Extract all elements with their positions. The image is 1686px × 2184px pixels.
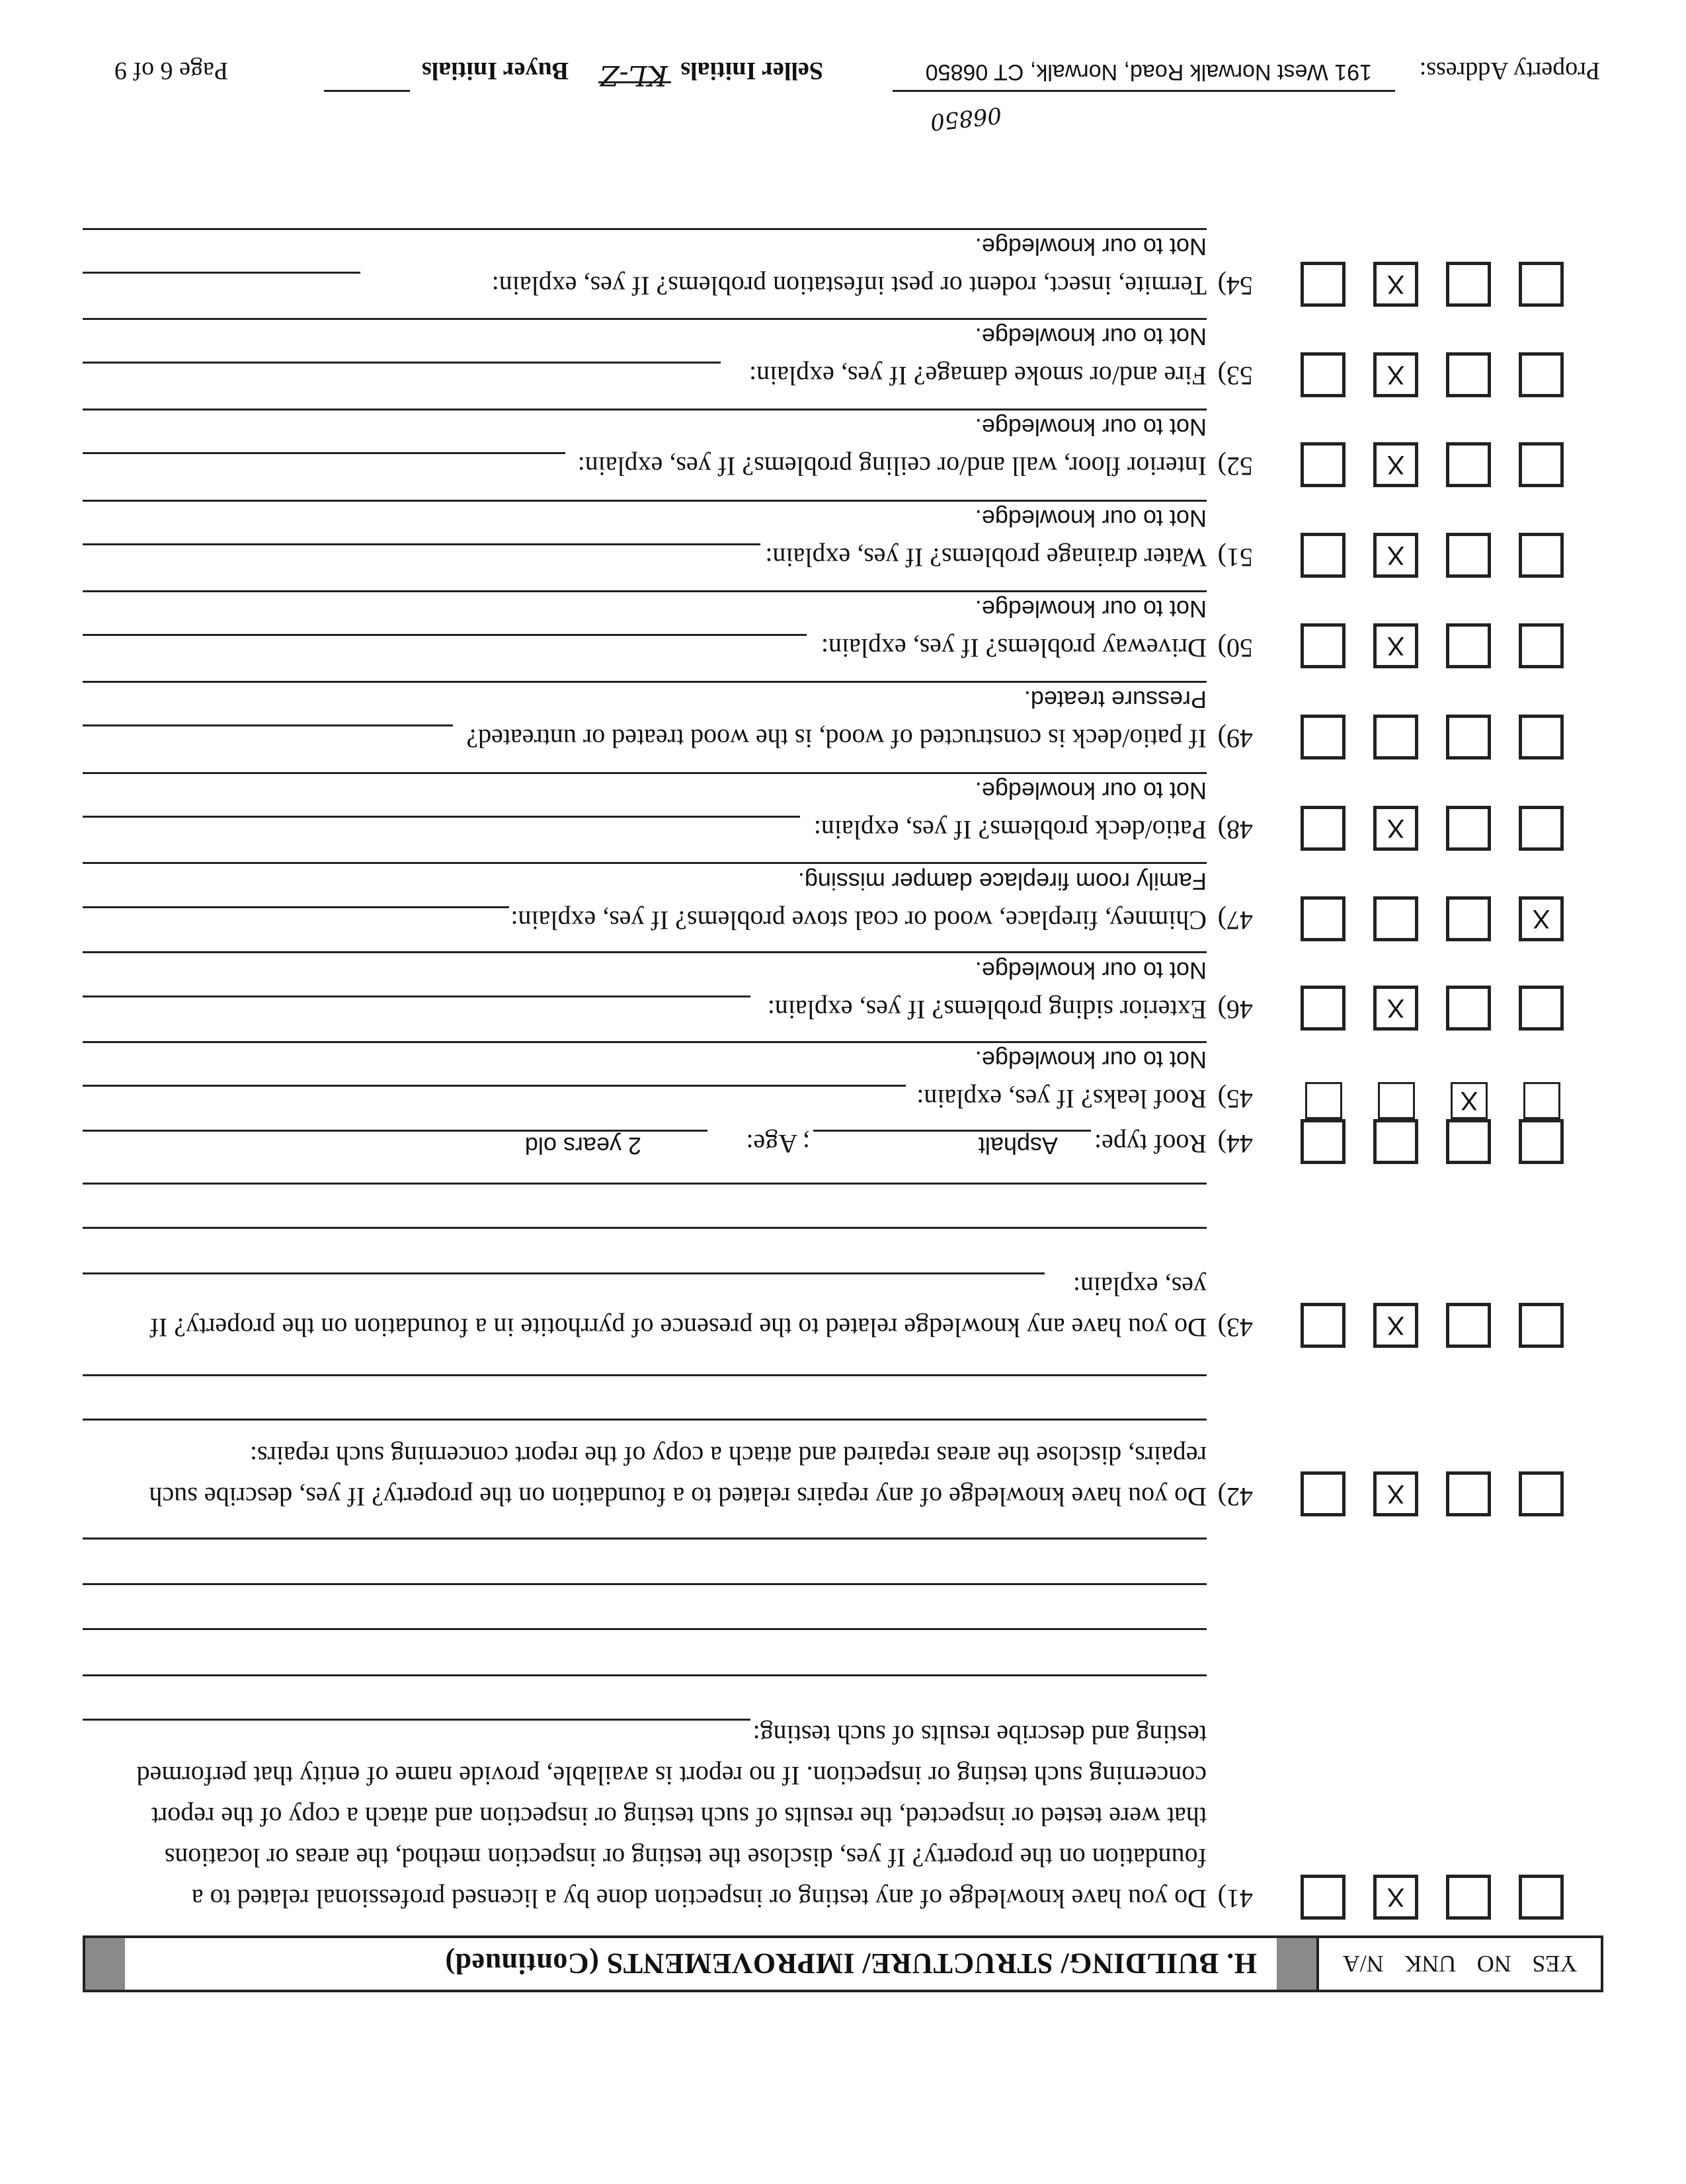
q45-unk-checkbox[interactable] <box>1378 1082 1415 1119</box>
section-header <box>83 1935 1603 1992</box>
q50-unk-checkbox[interactable]: X <box>1373 623 1418 668</box>
q49-unk-checkbox[interactable] <box>1373 715 1418 760</box>
q42-unk-checkbox[interactable]: X <box>1373 1471 1418 1516</box>
q48-text: Patio/deck problems? If yes, explain: <box>813 815 1207 845</box>
seller-initials-line[interactable] <box>598 81 671 83</box>
q44-roof-type-line[interactable] <box>813 1130 1091 1132</box>
q42-na-checkbox[interactable] <box>1301 1471 1345 1516</box>
q44-age-line[interactable] <box>83 1130 707 1132</box>
q46-unk-checkbox[interactable]: X <box>1373 986 1418 1031</box>
q44-unk-checkbox[interactable] <box>1373 1119 1418 1164</box>
q50-yes-checkbox[interactable] <box>1519 623 1564 668</box>
q47-text: Chimney, fireplace, wood or coal stove problems? If yes, explain: <box>510 906 1207 935</box>
q50-answer: Not to our knowledge. <box>975 596 1207 623</box>
q41-answer-line[interactable] <box>83 1719 750 1721</box>
q47-number: 47) <box>1217 906 1253 935</box>
q53-no-checkbox[interactable] <box>1446 352 1491 397</box>
property-address: 191 West Norwalk Road, Norwalk, CT 06850 <box>925 59 1372 85</box>
property-address-line <box>893 90 1395 92</box>
q50-text: Driveway problems? If yes, explain: <box>821 633 1207 663</box>
q41-answer-line[interactable] <box>83 1674 1207 1676</box>
q48-answer-line[interactable] <box>83 772 1207 774</box>
q51-answer-line[interactable] <box>83 543 760 545</box>
q47-na-checkbox[interactable] <box>1301 896 1345 941</box>
q46-text: Exterior siding problems? If yes, explain: <box>767 995 1207 1025</box>
q41-answer-line[interactable] <box>83 1583 1207 1585</box>
q52-answer: Not to our knowledge. <box>975 414 1207 441</box>
q41-unk-checkbox[interactable]: X <box>1373 1875 1418 1920</box>
q41-text-line: concerning such testing or inspection. If no report is available, provide name of entity that performed <box>136 1761 1207 1791</box>
q46-na-checkbox[interactable] <box>1301 986 1345 1031</box>
q49-number: 49) <box>1217 724 1253 754</box>
q52-na-checkbox[interactable] <box>1301 442 1345 487</box>
q54-answer: Not to our knowledge. <box>975 233 1207 260</box>
q51-yes-checkbox[interactable] <box>1519 533 1564 578</box>
q43-unk-checkbox[interactable]: X <box>1373 1303 1418 1348</box>
q44-na-checkbox[interactable] <box>1301 1119 1345 1164</box>
q50-no-checkbox[interactable] <box>1446 623 1491 668</box>
q43-no-checkbox[interactable] <box>1446 1303 1491 1348</box>
q49-answer-line[interactable] <box>83 681 1207 683</box>
q52-number: 52) <box>1217 451 1253 481</box>
q47-no-checkbox[interactable] <box>1446 896 1491 941</box>
q52-answer-line[interactable] <box>83 409 1207 410</box>
q44-roof-type-value: Asphalt <box>978 1132 1058 1159</box>
q53-unk-checkbox[interactable]: X <box>1373 352 1418 397</box>
q52-no-checkbox[interactable] <box>1446 442 1491 487</box>
q41-na-checkbox[interactable] <box>1301 1875 1345 1920</box>
q51-answer: Not to our knowledge. <box>975 505 1207 532</box>
q53-text: Fire and/or smoke damage? If yes, explain: <box>749 361 1207 391</box>
q41-answer-line[interactable] <box>83 1538 1207 1540</box>
col-no: NO <box>1476 1951 1511 1977</box>
q51-na-checkbox[interactable] <box>1301 533 1345 578</box>
q41-text-line: that were tested or inspected, the results of such testing or inspection and attach a copy of the report <box>151 1802 1207 1832</box>
q49-text: If patio/deck is constructed of wood, is the wood treated or untreated? <box>466 724 1207 754</box>
q42-text-line: repairs, disclose the areas repaired and attach a copy of the report concerning such repairs: <box>249 1441 1207 1471</box>
q42-answer-line[interactable] <box>83 1374 1207 1376</box>
q54-text: Termite, insect, rodent or pest infestation problems? If yes, explain: <box>491 271 1207 301</box>
col-yes: YES <box>1532 1951 1578 1977</box>
q43-answer-line[interactable] <box>83 1272 1045 1274</box>
buyer-initials-line[interactable] <box>324 90 410 92</box>
q53-na-checkbox[interactable] <box>1301 352 1345 397</box>
q42-no-checkbox[interactable] <box>1446 1471 1491 1516</box>
q50-answer-line[interactable] <box>83 634 807 636</box>
col-unk: UNK <box>1404 1951 1457 1977</box>
q46-yes-checkbox[interactable] <box>1519 986 1564 1031</box>
q45-answer-line[interactable] <box>83 1041 1207 1043</box>
q54-unk-checkbox[interactable]: X <box>1373 262 1418 307</box>
q53-number: 53) <box>1217 361 1253 391</box>
q51-no-checkbox[interactable] <box>1446 533 1491 578</box>
q54-number: 54) <box>1217 271 1253 301</box>
q51-text: Water drainage problems? If yes, explain: <box>765 543 1207 572</box>
handwritten-zip: 06850 <box>929 101 1003 136</box>
q53-answer-line[interactable] <box>83 318 1207 320</box>
page-number: Page 6 of 9 <box>114 57 228 85</box>
q54-answer-line[interactable] <box>83 228 1207 230</box>
q41-no-checkbox[interactable] <box>1446 1875 1491 1920</box>
q44-age-value: 2 years old <box>524 1132 641 1159</box>
seller-initials: KL-Z <box>600 59 668 92</box>
q51-number: 51) <box>1217 543 1253 572</box>
q48-number: 48) <box>1217 815 1253 845</box>
q45-number: 45) <box>1217 1084 1253 1114</box>
q51-answer-line[interactable] <box>83 500 1207 502</box>
q54-yes-checkbox[interactable] <box>1519 262 1564 307</box>
q46-answer-line[interactable] <box>83 995 750 997</box>
q50-na-checkbox[interactable] <box>1301 623 1345 668</box>
q52-answer-line[interactable] <box>83 452 565 454</box>
q54-na-checkbox[interactable] <box>1301 262 1345 307</box>
q43-answer-line[interactable] <box>83 1227 1207 1229</box>
q53-answer: Not to our knowledge. <box>975 323 1207 350</box>
q48-answer: Not to our knowledge. <box>975 777 1207 804</box>
q44-no-checkbox[interactable] <box>1446 1119 1491 1164</box>
q46-number: 46) <box>1217 995 1253 1025</box>
q48-answer-line[interactable] <box>83 816 800 818</box>
q45-yes-checkbox[interactable] <box>1523 1082 1560 1119</box>
q41-number: 41) <box>1217 1884 1253 1914</box>
q45-no-checkbox[interactable]: X <box>1451 1082 1488 1119</box>
q41-yes-checkbox[interactable] <box>1519 1875 1564 1920</box>
q41-text-line: Do you have knowledge of any testing or inspection done by a licensed professional related to a <box>191 1884 1207 1914</box>
buyer-initials-label: Buyer Initials <box>421 57 569 85</box>
q45-answer-line[interactable] <box>83 1085 906 1087</box>
q49-answer: Pressure treated. <box>1024 686 1207 713</box>
q48-na-checkbox[interactable] <box>1301 806 1345 851</box>
q41-text-line: testing and describe results of such testing: <box>752 1720 1207 1750</box>
q49-answer-line[interactable] <box>83 724 453 726</box>
q47-unk-checkbox[interactable] <box>1373 896 1418 941</box>
col-na: N/A <box>1342 1951 1384 1977</box>
q54-answer-line[interactable] <box>83 272 360 274</box>
q51-unk-checkbox[interactable]: X <box>1373 533 1418 578</box>
q42-yes-checkbox[interactable] <box>1519 1471 1564 1516</box>
q50-number: 50) <box>1217 633 1253 663</box>
q43-yes-checkbox[interactable] <box>1519 1303 1564 1348</box>
q52-yes-checkbox[interactable] <box>1519 442 1564 487</box>
q45-answer: Not to our knowledge. <box>975 1046 1207 1073</box>
q49-no-checkbox[interactable] <box>1446 715 1491 760</box>
q52-unk-checkbox[interactable]: X <box>1373 442 1418 487</box>
header-shade-left <box>1277 1938 1316 1990</box>
property-address-label: Property Address: <box>1419 57 1600 85</box>
q45-text: Roof leaks? If yes, explain: <box>916 1084 1207 1114</box>
column-headers <box>1316 1938 1601 1990</box>
q44-number: 44) <box>1217 1129 1253 1159</box>
q48-yes-checkbox[interactable] <box>1519 806 1564 851</box>
q48-unk-checkbox[interactable]: X <box>1373 806 1418 851</box>
q47-answer-line[interactable] <box>83 862 1207 864</box>
q53-answer-line[interactable] <box>83 362 721 364</box>
q47-answer-line[interactable] <box>83 906 509 908</box>
section-title: H. BUILDING/ STRUCTURE/ IMPROVEMENTS (Continued) <box>444 1947 1257 1980</box>
q43-text-line: Do you have any knowledge related to the presence of pyrrhotite in a foundation on the property? If <box>149 1313 1207 1343</box>
q52-text: Interior floor, wall and/or ceiling problems? If yes, explain: <box>577 451 1207 481</box>
q44-roof-type-label: Roof type: <box>1094 1129 1207 1159</box>
q44-age-label: ; Age: <box>746 1129 810 1159</box>
q43-na-checkbox[interactable] <box>1301 1303 1345 1348</box>
q45-na-checkbox[interactable] <box>1305 1082 1342 1119</box>
q42-number: 42) <box>1217 1482 1253 1512</box>
q53-yes-checkbox[interactable] <box>1519 352 1564 397</box>
q49-na-checkbox[interactable] <box>1301 715 1345 760</box>
q54-no-checkbox[interactable] <box>1446 262 1491 307</box>
q50-answer-line[interactable] <box>83 590 1207 592</box>
q47-yes-checkbox[interactable]: X <box>1519 896 1564 941</box>
q47-answer: Family room fireplace damper missing. <box>797 868 1207 895</box>
q46-answer: Not to our knowledge. <box>975 957 1207 984</box>
q42-text-line: Do you have knowledge of any repairs related to a foundation on the property? If yes, describe such <box>149 1482 1207 1512</box>
q43-text-line: yes, explain: <box>1072 1272 1207 1302</box>
q42-answer-line[interactable] <box>83 1419 1207 1421</box>
q44-yes-checkbox[interactable] <box>1519 1119 1564 1164</box>
q43-number: 43) <box>1217 1313 1253 1343</box>
q46-answer-line[interactable] <box>83 951 1207 953</box>
seller-initials-label: Seller Initials <box>680 57 823 85</box>
q41-text-line: foundation on the property? If yes, disclose the testing or inspection method, the areas or locations <box>164 1843 1207 1873</box>
q41-answer-line[interactable] <box>83 1628 1207 1630</box>
q46-no-checkbox[interactable] <box>1446 986 1491 1031</box>
header-shade-right <box>85 1938 125 1990</box>
q48-no-checkbox[interactable] <box>1446 806 1491 851</box>
q43-answer-line[interactable] <box>83 1183 1207 1185</box>
q49-yes-checkbox[interactable] <box>1519 715 1564 760</box>
